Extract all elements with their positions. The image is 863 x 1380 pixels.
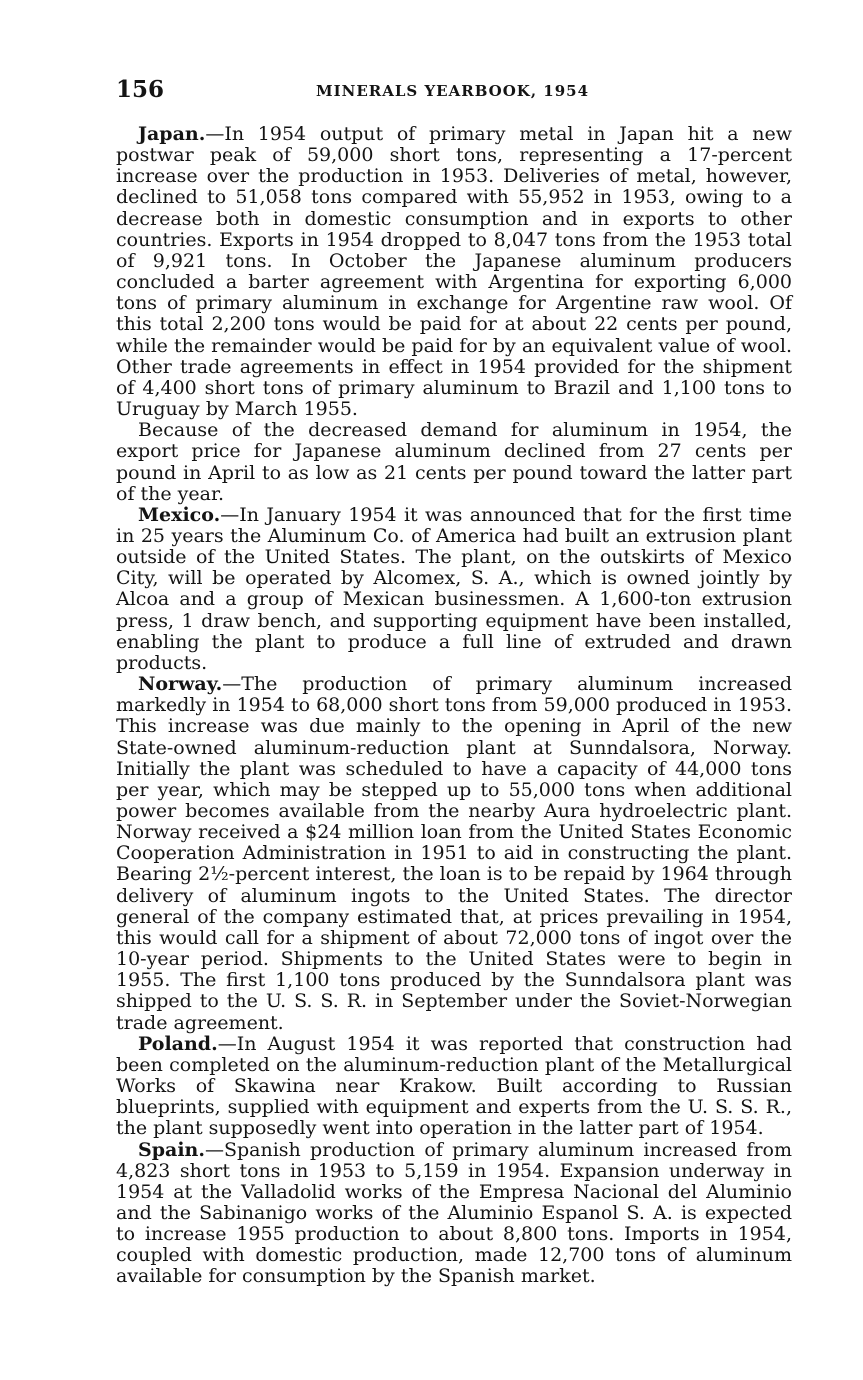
paragraph-japan-export-price (116, 420, 792, 505)
page-header (116, 76, 793, 106)
paragraph-text: —The production of primary aluminum increased markedly in 1954 to 68,000 short tons from 59,000 produced in 1953. This increase was due mainly to the opening in April of the new State-owned aluminum-reduction plant at Sunndalsora, Norway. Initially the plant was scheduled to have a capacity of 44,000 tons per year, which may be stepped up to 55,000 tons when additional power becomes available from the nearby Aura hydroelectric plant. Norway received a $24 million loan from the United States Economic Cooperation Administration in 1951 to aid in constructing the plant. Bearing 2½-percent interest, the loan is to be repaid by 1964 through delivery of aluminum ingots to the United States. The director general of the company estimated that, at prices prevailing in 1954, this would call for a shipment of about 72,000 tons of ingot over the 10-year period. Shipments to the United States were to begin in 1955. The first 1,100 tons produced by the Sunndalsora plant was shipped to the U. S. S. R. in September under the Soviet-Norwegian trade agreement. (116, 673, 792, 1034)
paragraph-lead: Norway. (138, 673, 223, 696)
paragraph-lead: Poland. (138, 1032, 218, 1055)
paragraph-japan (116, 124, 792, 420)
running-title: MINERALS YEARBOOK, 1954 (316, 82, 590, 100)
paragraph-spain (116, 1140, 792, 1288)
paragraph-mexico (116, 505, 792, 674)
paragraph-lead: Spain. (138, 1138, 205, 1161)
paragraph-lead: Japan. (138, 123, 206, 145)
paragraph-lead: Mexico. (138, 503, 221, 526)
body-text (116, 124, 792, 1288)
paragraph-text: —In 1954 output of primary metal in Japan hit a new postwar peak of 59,000 short tons, representing a 17-percent increase over the production in 1953. Deliveries of metal, however, declined to 51,058 tons compared with 55,952 in 1953, owing to a decrease both in domestic consumption and in exports to other countries. Exports in 1954 dropped to 8,047 tons from the 1953 total of 9,921 tons. In October the Japanese aluminum producers concluded a barter agreement with Argentina for exporting 6,000 tons of primary aluminum in exchange for Argentine raw wool. Of this total 2,200 tons would be paid for at about 22 cents per pound, while the remainder would be paid for by an equivalent value of wool. Other trade agreements in effect in 1954 provided for the shipment of 4,400 short tons of primary aluminum to Brazil and 1,100 tons to Uruguay by March 1955. (116, 123, 792, 421)
paragraph-text: Because of the decreased demand for aluminum in 1954, the export price for Japanese aluminum declined from 27 cents per pound in April to as low as 21 cents per pound toward the latter part of the year. (116, 419, 792, 505)
paragraph-poland (116, 1034, 792, 1140)
paragraph-text: —In January 1954 it was announced that for the first time in 25 years the Aluminum Co. of America had built an extrusion plant outside of the United States. The plant, on the outskirts of Mexico City, will be operated by Alcomex, S. A., which is owned jointly by Alcoa and a group of Mexican businessmen. A 1,600-ton extrusion press, 1 draw bench, and supporting equipment have been installed, enabling the plant to produce a full line of extruded and drawn products. (116, 503, 792, 674)
page-number: 156 (116, 76, 165, 103)
paragraph-text: —In August 1954 it was reported that construction had been completed on the aluminum-reduction plant of the Metallurgical Works of Skawina near Krakow. Built according to Russian blueprints, supplied with equipment and experts from the U. S. S. R., the plant supposedly went into operation in the latter part of 1954. (116, 1032, 792, 1140)
paragraph-norway (116, 674, 792, 1034)
paragraph-text: —Spanish production of primary aluminum increased from 4,823 short tons in 1953 to 5,159 in 1954. Expansion underway in 1954 at the Valladolid works of the Empresa Nacional del Aluminio and the Sabinanigo works of the Aluminio Espanol S. A. is expected to increase 1955 production to about 8,800 tons. Imports in 1954, coupled with domestic production, made 12,700 tons of aluminum available for consumption by the Spanish market. (116, 1138, 792, 1288)
